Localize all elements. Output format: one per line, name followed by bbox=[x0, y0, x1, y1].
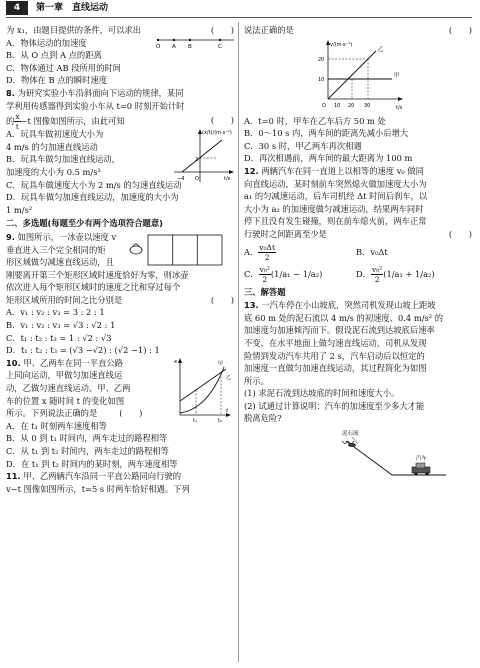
q12-stem-5: 停下且没有发生碰撞，则在前车熄火前，两车正常 bbox=[244, 216, 427, 227]
q8-option-b1: B．玩具车做匀加速直线运动， bbox=[6, 154, 120, 165]
q12-option-d: D． $\frac{\text{v₀²}}{2}$ (1/a₁ + 1/a₂) bbox=[356, 264, 435, 284]
q13-mud-label: 泥石流 bbox=[342, 431, 359, 438]
q11-xlabel: t/s bbox=[396, 104, 403, 111]
q13-sub-3: 脱离危险? bbox=[244, 413, 282, 424]
q11-option-d: D．再次相遇前，两车间的最大距离为 100 m bbox=[244, 153, 413, 164]
q10-yi: 乙 bbox=[226, 375, 232, 382]
q13-stem-5: 险情到发动汽车共用了 2 s，汽车启动后以恒定的 bbox=[244, 350, 425, 361]
q8-stem-1: 8. 为研究实验小车沿斜面向下运动的规律，某同 bbox=[6, 87, 184, 98]
header-rule bbox=[6, 17, 472, 18]
q9-stem-5: 依次进入每个矩形区域时的速度之比和穿过每个 bbox=[6, 282, 181, 293]
q7-tail: 为 x₁，由题目提供的条件，可以求出 ( ) bbox=[6, 25, 234, 35]
point-c-label: C bbox=[218, 43, 222, 50]
q12-stem-1: 12. 两辆汽车在同一直道上以相等的速度 v₀ 做同 bbox=[244, 165, 424, 176]
q8-stem-3: 的 $\frac{x}{t}$ −t 图像如图所示，由此可知 ( ) bbox=[6, 112, 234, 132]
chapter-title: 第一章 直线运动 bbox=[36, 3, 109, 13]
q9-option-c: C．t₁ : t₂ : t₃ = 1 : √2 : √3 bbox=[6, 332, 112, 343]
q7-option-c: C．物体通过 AB 段所用的时间 bbox=[6, 62, 121, 73]
q7-option-d: D．物体在 B 点的瞬时速度 bbox=[6, 75, 107, 86]
q10-stem-3: 动，乙做匀速直线运动。甲、乙两 bbox=[6, 383, 131, 394]
q11-option-c: C．30 s 时，甲乙两车再次相遇 bbox=[244, 140, 362, 151]
q8-ylabel: (x/t)/(m·s⁻¹) bbox=[202, 130, 232, 137]
q12-stem-3: a₁ 的匀减速运动，后车司机经 Δt 时间后刹车，以 bbox=[244, 191, 428, 202]
q13-stem-7: 所示。 bbox=[244, 375, 269, 386]
q10-stem-4: 车的位置 x 随时间 t 的变化如图 bbox=[6, 395, 125, 406]
page-header bbox=[0, 0, 480, 22]
q8-xt-graph bbox=[170, 126, 234, 184]
q13-sub-2: (2) 试通过计算说明：汽车的加速度至少多大才能 bbox=[244, 400, 425, 411]
q8-ytick: 2 bbox=[195, 157, 199, 164]
q9-stem-3: 形区域做匀减速直线运动，且 bbox=[6, 257, 114, 268]
q9-stem-2: 垂直进入三个完全相同的矩 bbox=[6, 244, 106, 255]
q12-stem-2: 向直线运动，某时刻前车突然熄火做加速度大小为 bbox=[244, 178, 427, 189]
q12-option-a: A． $\frac{\text{v₀Δt}}{2}$ bbox=[244, 242, 275, 262]
q12-options-ab bbox=[244, 241, 472, 263]
q10-t1: t₁ bbox=[193, 418, 197, 425]
q10-option-a: A．在 t₁ 时刻两车速度相等 bbox=[6, 420, 107, 431]
q8-option-c: C．玩具车做速度大小为 2 m/s 的匀速直线运动 bbox=[6, 179, 182, 190]
q8-option-d2: 1 m/s² bbox=[6, 204, 33, 215]
q9-option-a: A．v₁ : v₂ : v₃ = 3 : 2 : 1 bbox=[6, 307, 105, 318]
q7-line-figure bbox=[156, 36, 236, 50]
q8-fraction: $\frac{x}{t}$ bbox=[15, 112, 20, 132]
section-2-heading: 二、多选题(每题至少有两个选项符合题意) bbox=[6, 218, 163, 229]
q11-stem-1: 11. 甲、乙两辆汽车沿同一平直公路同向行驶的 bbox=[6, 471, 181, 482]
right-column bbox=[244, 24, 472, 485]
q11-jia-label: 甲 bbox=[394, 72, 400, 79]
q13-stem-3: 加速度匀加速倾泻而下。假设泥石流到达坡底后速率 bbox=[244, 325, 435, 336]
q11-ytick-10: 10 bbox=[318, 76, 325, 83]
q10-taxis-label: t bbox=[226, 408, 229, 415]
q10-option-c: C．从 t₁ 到 t₂ 时间内，两车走过的路程相等 bbox=[6, 446, 169, 456]
q11-figure-box bbox=[244, 37, 472, 115]
q9-curling-figure bbox=[128, 232, 228, 268]
q8-option-a1: A．玩具车做初速度大小为 bbox=[6, 129, 104, 140]
q8-xtick-neg4: −4 bbox=[177, 176, 185, 183]
q9-stem-1: 9. 如图所示，一冰壶以速度 v bbox=[6, 231, 117, 242]
point-o-label: O bbox=[156, 43, 161, 50]
q11-vt-graph bbox=[308, 37, 408, 113]
q10-stem-1: 10. 甲、乙两车在同一平直公路 bbox=[6, 357, 123, 368]
q13-slope-figure bbox=[340, 427, 450, 483]
q11-xtick-30: 30 bbox=[364, 102, 371, 109]
q11-xtick-20: 20 bbox=[348, 102, 355, 109]
q9-stem-6: 矩形区域所用的时间之比分别是 ( ) bbox=[6, 294, 234, 305]
q10-option-d: D．在 t₁ 到 t₂ 时间内的某时刻，两车速度相等 bbox=[6, 458, 178, 469]
q11-ylabel: v/(m·s⁻¹) bbox=[330, 41, 353, 48]
q11-stem-2: v−t 图像如图所示，t=5 s 时两车恰好相遇。下列 bbox=[6, 483, 190, 494]
q13-sub-1: (1) 求泥石流到达坡底的时间和速度大小。 bbox=[244, 388, 400, 399]
q12-stem-6: 行驶时之间距离至少是 ( ) bbox=[244, 228, 472, 239]
q12-option-b: B．v₀Δt bbox=[356, 246, 388, 257]
q13-car-label: 汽车 bbox=[416, 456, 428, 463]
left-column bbox=[6, 24, 234, 495]
q13-stem-2: 底 60 m 处的泥石流以 4 m/s 的初速度、0.4 m/s² 的 bbox=[244, 312, 444, 323]
q12-options-cd bbox=[244, 263, 472, 285]
q11-option-b: B．0～10 s 内，两车间的距离先减小后增大 bbox=[244, 128, 409, 139]
q13-figure-box bbox=[244, 425, 472, 485]
q10-xt-graph bbox=[174, 357, 232, 425]
q8-option-b2: 加速度的大小为 0.5 m/s² bbox=[6, 166, 101, 177]
q10-option-b: B．从 0 到 t₁ 时间内，两车走过的路程相等 bbox=[6, 433, 168, 444]
q10-t2: t₂ bbox=[218, 418, 222, 425]
q13-stem-6: 加速度一直做匀加速直线运动，其过程简化为如图 bbox=[244, 363, 427, 374]
q10-stem-5: 所示。下列说法正确的是 ( ) bbox=[6, 408, 143, 419]
point-a-label: A bbox=[172, 43, 176, 50]
q11-ytick-20: 20 bbox=[318, 56, 325, 63]
q10-xaxis-label: x bbox=[174, 359, 178, 366]
q9-option-b: B．v₁ : v₂ : v₃ = √3 : √2 : 1 bbox=[6, 320, 116, 331]
q11-stem-3: 说法正确的是 ( ) bbox=[244, 25, 472, 35]
q8-origin: O bbox=[195, 176, 199, 183]
q13-stem-1: 13. 一汽车停在小山坡底，突然司机发现山坡上距坡 bbox=[244, 300, 436, 311]
q9-stem-4: 刚要离开第三个矩形区域时速度恰好为零，则冰壶 bbox=[6, 269, 189, 280]
q7-option-a: A．物体运动的加速度 bbox=[6, 37, 87, 48]
q10-stem-2: 上同向运动，甲做匀加速直线运 bbox=[6, 370, 123, 381]
q11-option-a: A．t=0 时，甲车在乙车后方 50 m 处 bbox=[244, 115, 386, 126]
page-number: 4 bbox=[6, 1, 28, 15]
q8-stem-2: 学利用传感器得到实验小车从 t=0 时刻开始计时 bbox=[6, 100, 185, 111]
q8-xlabel: t/s bbox=[224, 176, 231, 183]
q12-option-c: C． $\frac{\text{v₀²}}{2}$ (1/a₁ − 1/a₂) bbox=[244, 264, 323, 284]
point-b-label: B bbox=[188, 43, 192, 50]
q11-xtick-10: 10 bbox=[334, 102, 341, 109]
q7-option-b: B．从 O 点到 A 点的距离 bbox=[6, 50, 102, 61]
q11-origin: O bbox=[322, 102, 326, 109]
column-divider bbox=[238, 22, 239, 662]
q12-stem-4: 大小为 a₂ 的加速度做匀减速运动，结果两车同时 bbox=[244, 203, 424, 214]
q8-option-d1: D．玩具车做匀加速直线运动，加速度的大小为 bbox=[6, 192, 179, 203]
section-3-heading: 三、解答题 bbox=[244, 286, 286, 297]
q13-stem-4: 不变，在水平地面上做匀速直线运动，司机从发现 bbox=[244, 337, 427, 348]
q9-option-d: D．t₁ : t₂ : t₃ = (√3 −√2) : (√2 −1) : 1 bbox=[6, 345, 160, 356]
q11-yi-label: 乙 bbox=[378, 46, 384, 53]
q8-option-a2: 4 m/s 的匀加速直线运动 bbox=[6, 141, 98, 152]
q10-jia: 甲 bbox=[218, 361, 224, 368]
